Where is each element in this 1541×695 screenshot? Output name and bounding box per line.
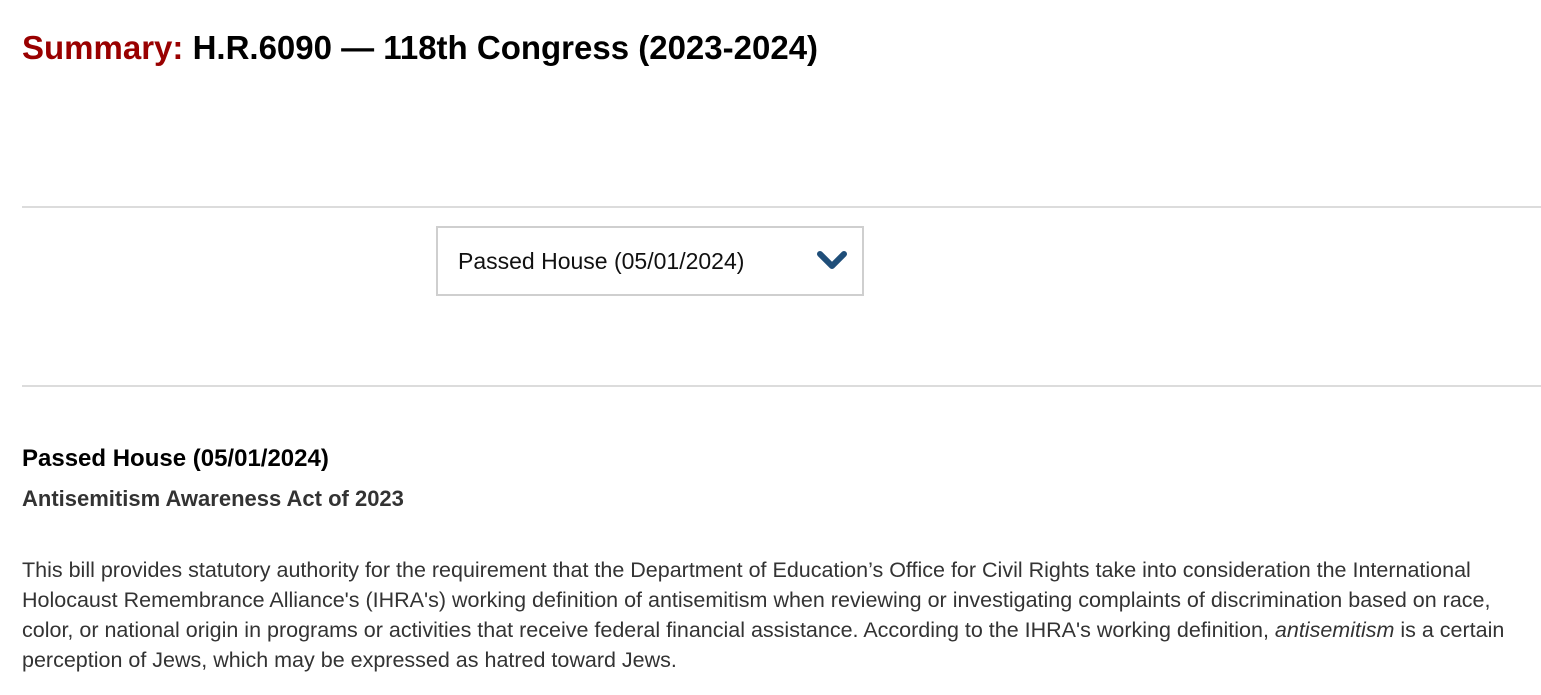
chevron-down-icon bbox=[816, 248, 848, 274]
summary-version-heading: Passed House (05/01/2024) bbox=[22, 445, 329, 472]
page-title-prefix: Summary: bbox=[22, 29, 184, 66]
summary-text-part-2: is a certain perception of Jews, which may be expressed as hatred toward Jews. bbox=[22, 618, 1505, 672]
summary-version-select[interactable] bbox=[436, 226, 864, 296]
summary-text bbox=[22, 555, 1537, 675]
bill-title: Antisemitism Awareness Act of 2023 bbox=[22, 486, 404, 511]
bottom-divider bbox=[22, 385, 1541, 387]
page-title-text: H.R.6090 — 118th Congress (2023-2024) bbox=[192, 29, 819, 66]
summary-version-select-value: Passed House (05/01/2024) bbox=[458, 248, 745, 274]
summary-defined-term: antisemitism bbox=[1274, 618, 1395, 642]
top-divider bbox=[22, 206, 1541, 208]
summary-text-part-1: This bill provides statutory authority for the requirement that the Department of Education’s Office for Civil Rights take into consideration the International Holocaust Remembrance Alliance's (IHRA's) working definition of antisemitism when reviewing or investigating complaints of discrimination based on race, color, or national origin in programs or activities that receive federal financial assistance. According to the IHRA's working definition, bbox=[22, 558, 1491, 642]
page-title bbox=[22, 26, 818, 70]
